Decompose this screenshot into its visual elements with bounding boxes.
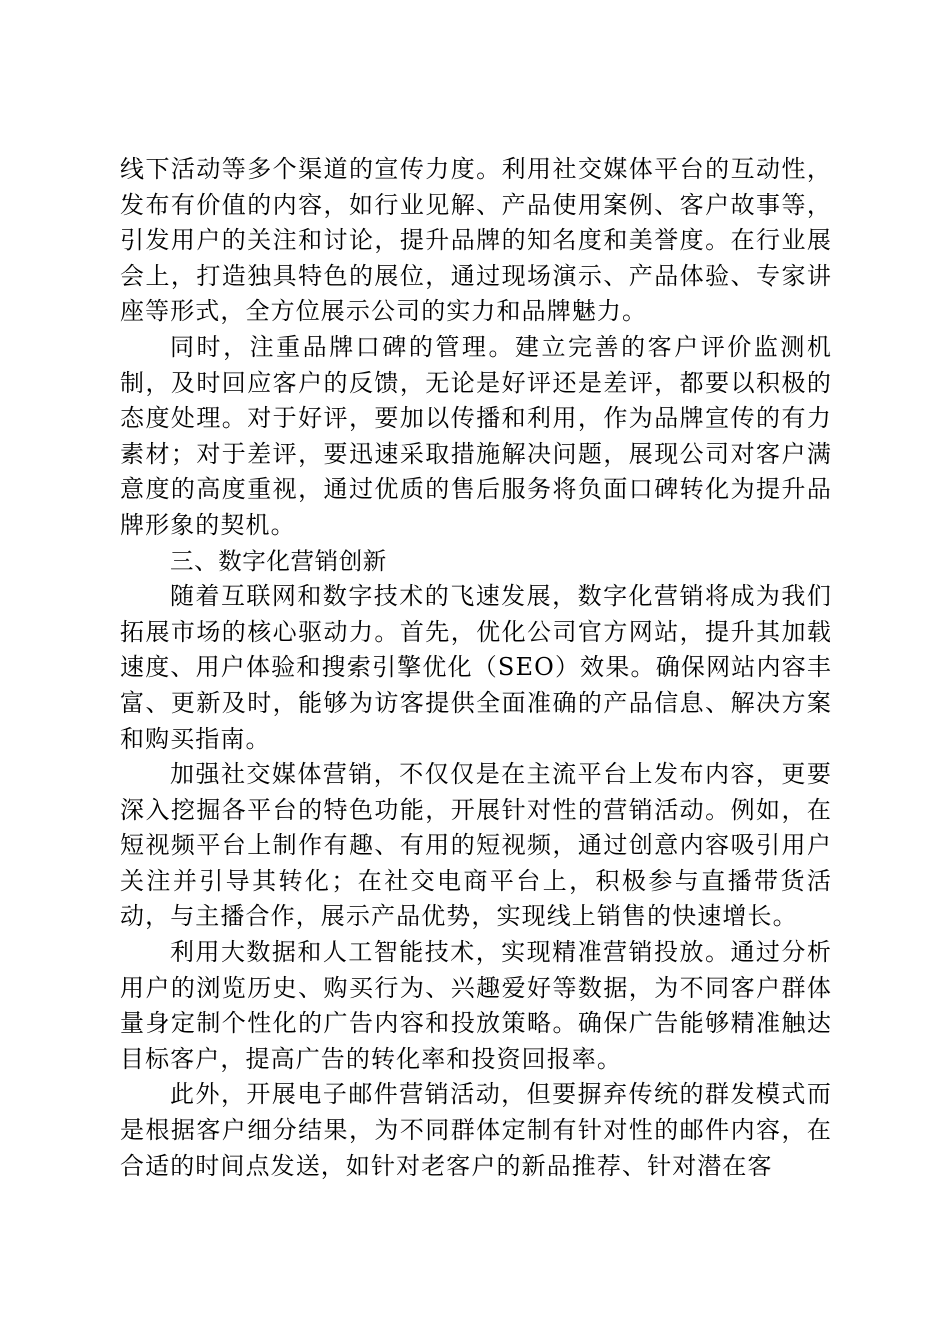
- paragraph-brand-reputation: 同时，注重品牌口碑的管理。建立完善的客户评价监测机制，及时回应客户的反馈，无论是好评还是差评，都要以积极的态度处理。对于好评，要加以传播和利用，作为品牌宣传的有力素材；对于差评，要迅速采取措施解决问题，展现公司对客户满意度的高度重视，通过优质的售后服务将负面口碑转化为提升品牌形象的契机。: [120, 332, 832, 539]
- paragraph-social-media: 加强社交媒体营销，不仅仅是在主流平台上发布内容，更要深入挖掘各平台的特色功能，开展针对性的营销活动。例如，在短视频平台上制作有趣、有用的短视频，通过创意内容吸引用户关注并引导其转化；在社交电商平台上，积极参与直播带货活动，与主播合作，展示产品优势，实现线上销售的快速增长。: [120, 760, 832, 931]
- document-body: [120, 152, 832, 1184]
- paragraph-continued-promotion: 线下活动等多个渠道的宣传力度。利用社交媒体平台的互动性，发布有价值的内容，如行业见解、产品使用案例、客户故事等，引发用户的关注和讨论，提升品牌的知名度和美誉度。在行业展会上，打造独具特色的展位，通过现场演示、产品体验、专家讲座等形式，全方位展示公司的实力和品牌魅力。: [120, 155, 832, 326]
- paragraph-big-data: 利用大数据和人工智能技术，实现精准营销投放。通过分析用户的浏览历史、购买行为、兴趣爱好等数据，为不同客户群体量身定制个性化的广告内容和投放策略。确保广告能够精准触达目标客户，提高广告的转化率和投资回报率。: [120, 938, 832, 1073]
- paragraph-email-marketing: 此外，开展电子邮件营销活动，但要摒弃传统的群发模式而是根据客户细分结果，为不同群体定制有针对性的邮件内容，在合适的时间点发送，如针对老客户的新品推荐、针对潜在客: [120, 1080, 832, 1180]
- paragraph-official-website: 随着互联网和数字技术的飞速发展，数字化营销将成为我们拓展市场的核心驱动力。首先，优化公司官方网站，提升其加载速度、用户体验和搜索引擎优化（SEO）效果。确保网站内容丰富、更新及时，能够为访客提供全面准确的产品信息、解决方案和购买指南。: [120, 582, 832, 753]
- section-heading-digital-marketing: 三、数字化营销创新: [170, 546, 387, 575]
